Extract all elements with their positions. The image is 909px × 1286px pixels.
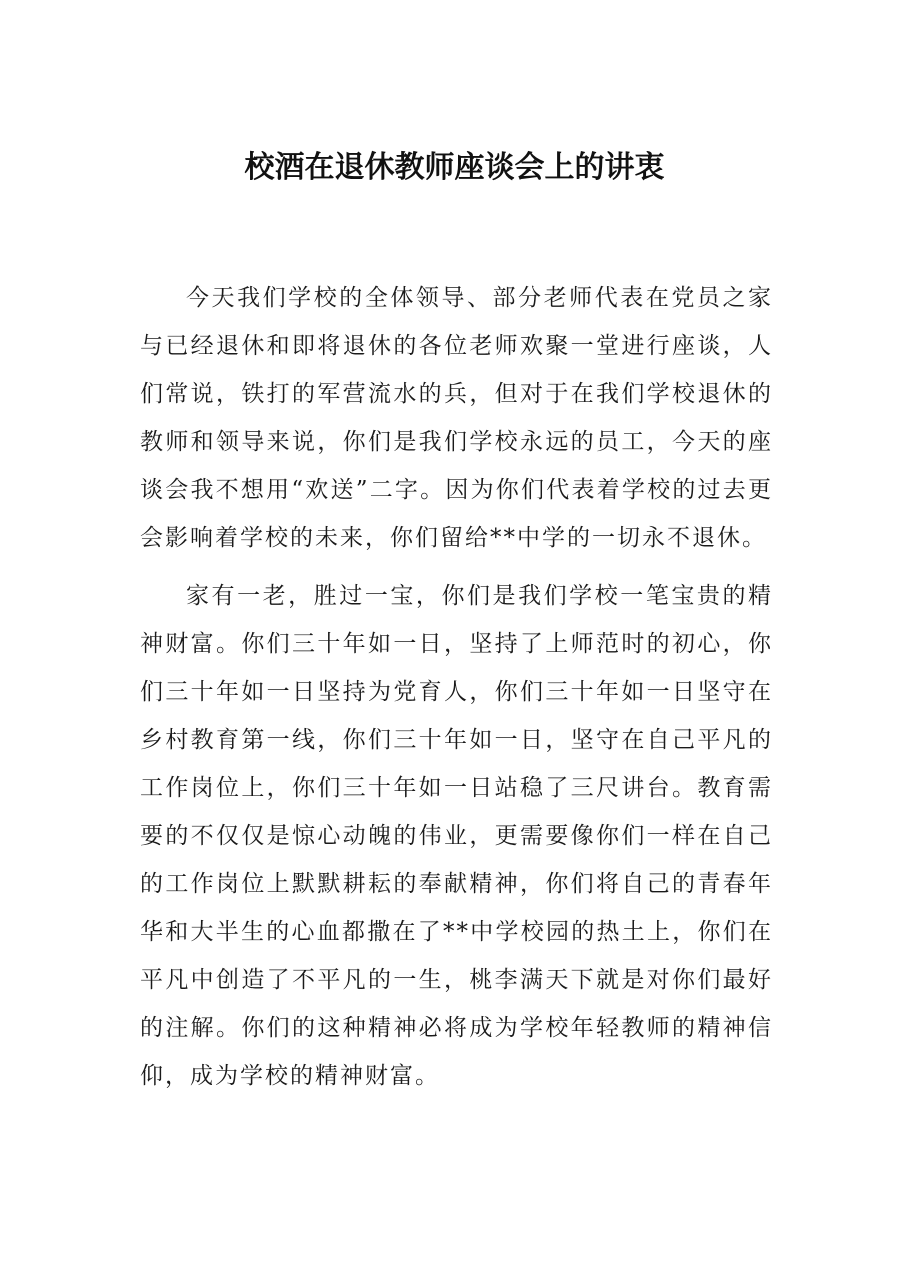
paragraph-1: 今天我们学校的全体领导、部分老师代表在党员之家与已经退休和即将退休的各位老师欢聚一堂进行座谈，人们常说，铁打的军营流水的兵，但对于在我们学校退休的教师和领导来说，你们是我们学校永远的员工，今天的座谈会我不想用“欢送”二字。因为你们代表着学校的过去更会影响着学校的未来，你们留给**中学的一切永不退休。: [140, 285, 773, 551]
document-body: [140, 274, 773, 1100]
document-title: 校酒在退休教师座谈会上的讲衷: [244, 150, 665, 185]
paragraph-2: 家有一老，胜过一宝，你们是我们学校一笔宝贵的精神财富。你们三十年如一日，坚持了上师范时的初心，你们三十年如一日坚持为党育人，你们三十年如一日坚守在乡村教育第一线，你们三十年如一日，坚守在自己平凡的工作岗位上，你们三十年如一日站稳了三尺讲台。教育需要的不仅仅是惊心动魄的伟业，更需要像你们一样在自己的工作岗位上默默耕耘的奉献精神，你们将自己的青春年华和大半生的心血都撒在了**中学校园的热土上，你们在平凡中创造了不平凡的一生，桃李满天下就是对你们最好的注解。你们的这种精神必将成为学校年轻教师的精神信仰，成为学校的精神财富。: [140, 583, 773, 1089]
